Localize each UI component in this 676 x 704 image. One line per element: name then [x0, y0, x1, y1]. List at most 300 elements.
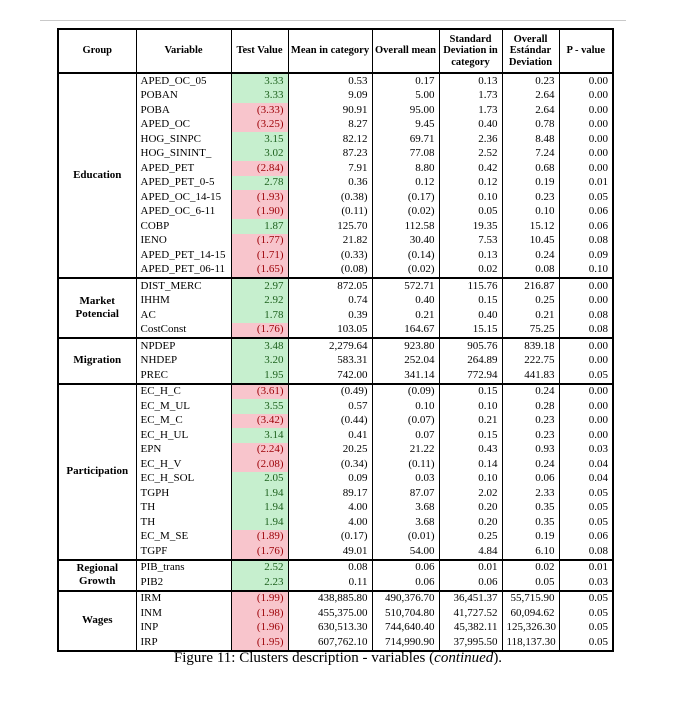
table-row	[58, 443, 613, 458]
cell-overall-std-dev: 75.25	[502, 323, 559, 339]
page-top-rule	[40, 20, 626, 21]
cell-variable: EC_H_SOL	[136, 472, 231, 487]
cell-test-value: 2.92	[231, 294, 288, 309]
cell-mean-in-category: (0.17)	[288, 530, 372, 545]
cell-mean-in-category: 9.09	[288, 89, 372, 104]
cell-std-dev-in-category: 0.05	[439, 205, 502, 220]
cell-test-value: (2.84)	[231, 161, 288, 176]
cell-test-value: (1.89)	[231, 530, 288, 545]
cell-overall-std-dev: 0.28	[502, 399, 559, 414]
cell-overall-mean: 3.68	[372, 515, 439, 530]
cell-mean-in-category: 8.27	[288, 118, 372, 133]
cell-overall-std-dev: 0.93	[502, 443, 559, 458]
cell-p-value: 0.05	[559, 635, 613, 651]
cell-overall-mean: 714,990.90	[372, 635, 439, 651]
cell-mean-in-category: (0.49)	[288, 384, 372, 400]
table-row	[58, 147, 613, 162]
cell-std-dev-in-category: 2.52	[439, 147, 502, 162]
cell-variable: INP	[136, 621, 231, 636]
cell-variable: HOG_SINPC	[136, 132, 231, 147]
cell-test-value: (1.76)	[231, 544, 288, 560]
header-variable: Variable	[136, 29, 231, 73]
cell-mean-in-category: 125.70	[288, 219, 372, 234]
cell-test-value: (1.98)	[231, 606, 288, 621]
cell-overall-mean: 0.06	[372, 560, 439, 576]
cell-p-value: 0.08	[559, 544, 613, 560]
cell-variable: APED_PET_0-5	[136, 176, 231, 191]
cell-std-dev-in-category: 0.15	[439, 294, 502, 309]
cell-overall-mean: 923.80	[372, 338, 439, 354]
cell-overall-std-dev: 2.33	[502, 486, 559, 501]
cell-variable: EC_M_SE	[136, 530, 231, 545]
cell-p-value: 0.01	[559, 176, 613, 191]
cell-p-value: 0.00	[559, 132, 613, 147]
cell-std-dev-in-category: 4.84	[439, 544, 502, 560]
cell-overall-std-dev: 0.24	[502, 384, 559, 400]
cell-variable: AC	[136, 308, 231, 323]
table-row	[58, 515, 613, 530]
cell-std-dev-in-category: 0.15	[439, 384, 502, 400]
cell-mean-in-category: 0.09	[288, 472, 372, 487]
cell-mean-in-category: 0.53	[288, 73, 372, 89]
group-section-participation	[58, 384, 613, 560]
table-row	[58, 263, 613, 279]
cell-std-dev-in-category: 36,451.37	[439, 591, 502, 607]
table-row	[58, 176, 613, 191]
cell-test-value: 3.55	[231, 399, 288, 414]
cell-variable: APED_OC_14-15	[136, 190, 231, 205]
table-row	[58, 544, 613, 560]
cell-overall-mean: 744,640.40	[372, 621, 439, 636]
cell-p-value: 0.00	[559, 384, 613, 400]
cell-std-dev-in-category: 1.73	[439, 89, 502, 104]
cell-overall-std-dev: 0.35	[502, 515, 559, 530]
cell-mean-in-category: 4.00	[288, 515, 372, 530]
cell-variable: TGPF	[136, 544, 231, 560]
table-header-row	[58, 29, 613, 73]
cell-overall-std-dev: 222.75	[502, 354, 559, 369]
cell-mean-in-category: 0.11	[288, 575, 372, 591]
cell-overall-std-dev: 0.23	[502, 190, 559, 205]
cell-mean-in-category: (0.11)	[288, 205, 372, 220]
cell-overall-std-dev: 839.18	[502, 338, 559, 354]
table-row	[58, 414, 613, 429]
cell-test-value: 1.87	[231, 219, 288, 234]
cell-p-value: 0.01	[559, 560, 613, 576]
cell-mean-in-category: 583.31	[288, 354, 372, 369]
cell-overall-std-dev: 6.10	[502, 544, 559, 560]
cell-test-value: 1.94	[231, 501, 288, 516]
cell-mean-in-category: 872.05	[288, 278, 372, 294]
cell-p-value: 0.00	[559, 294, 613, 309]
table-row	[58, 338, 613, 354]
cell-std-dev-in-category: 0.25	[439, 530, 502, 545]
cell-p-value: 0.00	[559, 338, 613, 354]
cell-std-dev-in-category: 0.21	[439, 414, 502, 429]
table-row	[58, 635, 613, 651]
cell-overall-std-dev: 0.23	[502, 73, 559, 89]
table-row	[58, 428, 613, 443]
table-row	[58, 621, 613, 636]
table-row	[58, 161, 613, 176]
cell-mean-in-category: 90.91	[288, 103, 372, 118]
table-row	[58, 73, 613, 89]
cell-variable: INM	[136, 606, 231, 621]
cell-mean-in-category: 20.25	[288, 443, 372, 458]
cell-overall-mean: (0.02)	[372, 263, 439, 279]
table-row	[58, 103, 613, 118]
cell-mean-in-category: 0.08	[288, 560, 372, 576]
table-row	[58, 234, 613, 249]
table-row	[58, 486, 613, 501]
table-row	[58, 248, 613, 263]
cell-variable: EPN	[136, 443, 231, 458]
cell-variable: IRM	[136, 591, 231, 607]
cell-p-value: 0.08	[559, 323, 613, 339]
cell-p-value: 0.03	[559, 575, 613, 591]
cell-variable: NPDEP	[136, 338, 231, 354]
figure-caption	[0, 650, 676, 667]
cell-test-value: 3.20	[231, 354, 288, 369]
cell-overall-mean: 77.08	[372, 147, 439, 162]
table-row	[58, 205, 613, 220]
cell-std-dev-in-category: 0.12	[439, 176, 502, 191]
cell-overall-std-dev: 0.05	[502, 575, 559, 591]
cell-std-dev-in-category: 905.76	[439, 338, 502, 354]
cell-variable: COBP	[136, 219, 231, 234]
cell-mean-in-category: (0.38)	[288, 190, 372, 205]
cell-overall-std-dev: 0.78	[502, 118, 559, 133]
cell-overall-mean: (0.07)	[372, 414, 439, 429]
cell-p-value: 0.05	[559, 606, 613, 621]
cell-overall-mean: 30.40	[372, 234, 439, 249]
cell-overall-std-dev: 216.87	[502, 278, 559, 294]
cell-variable: APED_OC	[136, 118, 231, 133]
cell-overall-mean: 0.06	[372, 575, 439, 591]
cell-mean-in-category: 438,885.80	[288, 591, 372, 607]
header-group: Group	[58, 29, 136, 73]
cell-test-value: 1.94	[231, 515, 288, 530]
group-section-regional-growth	[58, 560, 613, 591]
clusters-table	[57, 28, 614, 652]
cell-overall-mean: 0.12	[372, 176, 439, 191]
cell-std-dev-in-category: 264.89	[439, 354, 502, 369]
cell-test-value: 2.05	[231, 472, 288, 487]
cell-overall-mean: 0.40	[372, 294, 439, 309]
table-row	[58, 294, 613, 309]
cell-variable: EC_H_C	[136, 384, 231, 400]
cell-variable: EC_M_UL	[136, 399, 231, 414]
group-label: Education	[58, 73, 136, 278]
cell-variable: IHHM	[136, 294, 231, 309]
cell-p-value: 0.06	[559, 530, 613, 545]
cell-overall-std-dev: 0.23	[502, 414, 559, 429]
cell-overall-mean: 112.58	[372, 219, 439, 234]
cell-overall-std-dev: 15.12	[502, 219, 559, 234]
cell-overall-std-dev: 0.21	[502, 308, 559, 323]
cell-variable: HOG_SININT_	[136, 147, 231, 162]
cell-overall-std-dev: 125,326.30	[502, 621, 559, 636]
cell-overall-mean: 0.10	[372, 399, 439, 414]
cell-p-value: 0.00	[559, 89, 613, 104]
cell-p-value: 0.05	[559, 515, 613, 530]
cell-std-dev-in-category: 0.42	[439, 161, 502, 176]
cell-test-value: 3.15	[231, 132, 288, 147]
cell-p-value: 0.00	[559, 161, 613, 176]
cell-mean-in-category: 742.00	[288, 368, 372, 384]
cell-p-value: 0.03	[559, 443, 613, 458]
cell-std-dev-in-category: 772.94	[439, 368, 502, 384]
cell-overall-mean: 341.14	[372, 368, 439, 384]
header-p-value: P - value	[559, 29, 613, 73]
cell-p-value: 0.05	[559, 621, 613, 636]
cell-test-value: (3.42)	[231, 414, 288, 429]
cell-p-value: 0.06	[559, 219, 613, 234]
cell-overall-std-dev: 0.10	[502, 205, 559, 220]
group-section-education	[58, 73, 613, 278]
cell-variable: APED_PET	[136, 161, 231, 176]
cell-mean-in-category: 0.36	[288, 176, 372, 191]
cell-mean-in-category: 4.00	[288, 501, 372, 516]
table-row	[58, 575, 613, 591]
cell-overall-std-dev: 0.19	[502, 176, 559, 191]
cell-variable: EC_M_C	[136, 414, 231, 429]
cell-overall-std-dev: 0.02	[502, 560, 559, 576]
cell-overall-mean: (0.14)	[372, 248, 439, 263]
cell-variable: APED_PET_14-15	[136, 248, 231, 263]
cell-variable: TH	[136, 515, 231, 530]
cell-p-value: 0.10	[559, 263, 613, 279]
group-label: Regional Growth	[58, 560, 136, 591]
cell-overall-std-dev: 55,715.90	[502, 591, 559, 607]
cell-test-value: (2.24)	[231, 443, 288, 458]
cell-variable: IENO	[136, 234, 231, 249]
header-std-dev-in-category: Standard Deviation in category	[439, 29, 502, 73]
cell-variable: APED_OC_05	[136, 73, 231, 89]
cell-overall-std-dev: 10.45	[502, 234, 559, 249]
cell-overall-mean: (0.11)	[372, 457, 439, 472]
cell-mean-in-category: 0.57	[288, 399, 372, 414]
cell-overall-std-dev: 0.25	[502, 294, 559, 309]
cell-mean-in-category: 87.23	[288, 147, 372, 162]
table-row	[58, 606, 613, 621]
table-row	[58, 89, 613, 104]
cell-mean-in-category: 607,762.10	[288, 635, 372, 651]
cell-std-dev-in-category: 0.13	[439, 73, 502, 89]
cell-variable: PREC	[136, 368, 231, 384]
table-row	[58, 118, 613, 133]
cell-overall-mean: 490,376.70	[372, 591, 439, 607]
cell-p-value: 0.05	[559, 591, 613, 607]
cell-std-dev-in-category: 0.14	[439, 457, 502, 472]
cell-test-value: (1.96)	[231, 621, 288, 636]
cell-variable: APED_PET_06-11	[136, 263, 231, 279]
cell-std-dev-in-category: 0.15	[439, 428, 502, 443]
table-row	[58, 591, 613, 607]
cell-p-value: 0.05	[559, 190, 613, 205]
cell-std-dev-in-category: 0.10	[439, 190, 502, 205]
table-row	[58, 323, 613, 339]
table-row	[58, 219, 613, 234]
cell-mean-in-category: 630,513.30	[288, 621, 372, 636]
cell-overall-std-dev: 0.08	[502, 263, 559, 279]
cell-test-value: 3.48	[231, 338, 288, 354]
cell-p-value: 0.00	[559, 428, 613, 443]
cell-overall-std-dev: 8.48	[502, 132, 559, 147]
cell-overall-mean: (0.02)	[372, 205, 439, 220]
table-row	[58, 308, 613, 323]
cell-mean-in-category: 0.39	[288, 308, 372, 323]
cell-p-value: 0.00	[559, 103, 613, 118]
cell-std-dev-in-category: 7.53	[439, 234, 502, 249]
cell-overall-std-dev: 441.83	[502, 368, 559, 384]
cell-overall-mean: 0.03	[372, 472, 439, 487]
cell-p-value: 0.08	[559, 234, 613, 249]
cell-overall-mean: 0.07	[372, 428, 439, 443]
cell-test-value: (3.61)	[231, 384, 288, 400]
cell-test-value: (1.77)	[231, 234, 288, 249]
cell-std-dev-in-category: 41,727.52	[439, 606, 502, 621]
cell-overall-mean: 3.68	[372, 501, 439, 516]
cell-p-value: 0.00	[559, 414, 613, 429]
cell-test-value: (1.93)	[231, 190, 288, 205]
cell-overall-std-dev: 60,094.62	[502, 606, 559, 621]
cell-overall-std-dev: 0.06	[502, 472, 559, 487]
cell-variable: POBAN	[136, 89, 231, 104]
cell-overall-mean: (0.17)	[372, 190, 439, 205]
cell-overall-mean: 0.17	[372, 73, 439, 89]
cell-std-dev-in-category: 0.02	[439, 263, 502, 279]
group-section-market-potencial	[58, 278, 613, 338]
cell-std-dev-in-category: 0.10	[439, 472, 502, 487]
cell-p-value: 0.08	[559, 308, 613, 323]
table-row	[58, 560, 613, 576]
group-label: Participation	[58, 384, 136, 560]
cell-variable: APED_OC_6-11	[136, 205, 231, 220]
cell-test-value: 1.78	[231, 308, 288, 323]
table-row	[58, 132, 613, 147]
table-row	[58, 530, 613, 545]
cell-p-value: 0.00	[559, 147, 613, 162]
cell-test-value: 1.95	[231, 368, 288, 384]
group-label: Market Potencial	[58, 278, 136, 338]
cell-mean-in-category: 0.41	[288, 428, 372, 443]
cell-test-value: 1.94	[231, 486, 288, 501]
cell-overall-mean: 164.67	[372, 323, 439, 339]
cell-overall-std-dev: 0.24	[502, 457, 559, 472]
cell-mean-in-category: 89.17	[288, 486, 372, 501]
cell-overall-mean: 252.04	[372, 354, 439, 369]
cell-p-value: 0.04	[559, 472, 613, 487]
cell-variable: EC_H_UL	[136, 428, 231, 443]
cell-std-dev-in-category: 19.35	[439, 219, 502, 234]
cell-p-value: 0.00	[559, 73, 613, 89]
cell-std-dev-in-category: 0.40	[439, 308, 502, 323]
cell-std-dev-in-category: 37,995.50	[439, 635, 502, 651]
caption-suffix-text: ).	[493, 650, 503, 666]
cell-variable: PIB2	[136, 575, 231, 591]
header-overall-mean: Overall mean	[372, 29, 439, 73]
cell-test-value: 3.33	[231, 89, 288, 104]
cell-overall-mean: 5.00	[372, 89, 439, 104]
cell-overall-std-dev: 0.23	[502, 428, 559, 443]
cell-mean-in-category: (0.08)	[288, 263, 372, 279]
cell-overall-mean: 87.07	[372, 486, 439, 501]
cell-variable: DIST_MERC	[136, 278, 231, 294]
cell-overall-std-dev: 0.19	[502, 530, 559, 545]
cell-overall-std-dev: 118,137.30	[502, 635, 559, 651]
cell-mean-in-category: 82.12	[288, 132, 372, 147]
cell-p-value: 0.05	[559, 368, 613, 384]
cell-variable: TH	[136, 501, 231, 516]
cell-mean-in-category: (0.44)	[288, 414, 372, 429]
cell-test-value: 2.97	[231, 278, 288, 294]
header-mean-in-category: Mean in category	[288, 29, 372, 73]
cell-std-dev-in-category: 0.06	[439, 575, 502, 591]
cell-test-value: (3.33)	[231, 103, 288, 118]
cell-std-dev-in-category: 0.20	[439, 501, 502, 516]
cell-overall-mean: 572.71	[372, 278, 439, 294]
cell-test-value: (1.90)	[231, 205, 288, 220]
cell-variable: TGPH	[136, 486, 231, 501]
cell-test-value: 2.78	[231, 176, 288, 191]
cell-overall-mean: 510,704.80	[372, 606, 439, 621]
cell-overall-mean: 0.21	[372, 308, 439, 323]
cell-overall-std-dev: 2.64	[502, 89, 559, 104]
cell-p-value: 0.05	[559, 501, 613, 516]
cell-overall-std-dev: 2.64	[502, 103, 559, 118]
cell-std-dev-in-category: 0.40	[439, 118, 502, 133]
cell-std-dev-in-category: 0.13	[439, 248, 502, 263]
cell-p-value: 0.06	[559, 205, 613, 220]
cell-mean-in-category: 455,375.00	[288, 606, 372, 621]
table-row	[58, 399, 613, 414]
cell-variable: NHDEP	[136, 354, 231, 369]
cell-overall-mean: 21.22	[372, 443, 439, 458]
cell-overall-std-dev: 0.24	[502, 248, 559, 263]
cell-std-dev-in-category: 115.76	[439, 278, 502, 294]
cell-overall-std-dev: 0.35	[502, 501, 559, 516]
table-row	[58, 368, 613, 384]
cell-std-dev-in-category: 0.01	[439, 560, 502, 576]
table-row	[58, 190, 613, 205]
cell-overall-mean: 54.00	[372, 544, 439, 560]
cell-mean-in-category: 0.74	[288, 294, 372, 309]
cell-overall-mean: (0.01)	[372, 530, 439, 545]
cell-p-value: 0.00	[559, 278, 613, 294]
cell-overall-std-dev: 7.24	[502, 147, 559, 162]
cell-test-value: (1.71)	[231, 248, 288, 263]
table-row	[58, 457, 613, 472]
cell-p-value: 0.00	[559, 118, 613, 133]
header-test-value: Test Value	[231, 29, 288, 73]
cell-overall-std-dev: 0.68	[502, 161, 559, 176]
cell-mean-in-category: 21.82	[288, 234, 372, 249]
table-row	[58, 278, 613, 294]
cell-p-value: 0.04	[559, 457, 613, 472]
table-row	[58, 384, 613, 400]
cell-std-dev-in-category: 2.02	[439, 486, 502, 501]
cell-test-value: (1.76)	[231, 323, 288, 339]
caption-italic-text: continued	[434, 650, 494, 666]
cell-overall-mean: 95.00	[372, 103, 439, 118]
cell-std-dev-in-category: 1.73	[439, 103, 502, 118]
cell-test-value: 3.02	[231, 147, 288, 162]
group-label: Wages	[58, 591, 136, 651]
cell-variable: POBA	[136, 103, 231, 118]
table-row	[58, 354, 613, 369]
cell-mean-in-category: 103.05	[288, 323, 372, 339]
